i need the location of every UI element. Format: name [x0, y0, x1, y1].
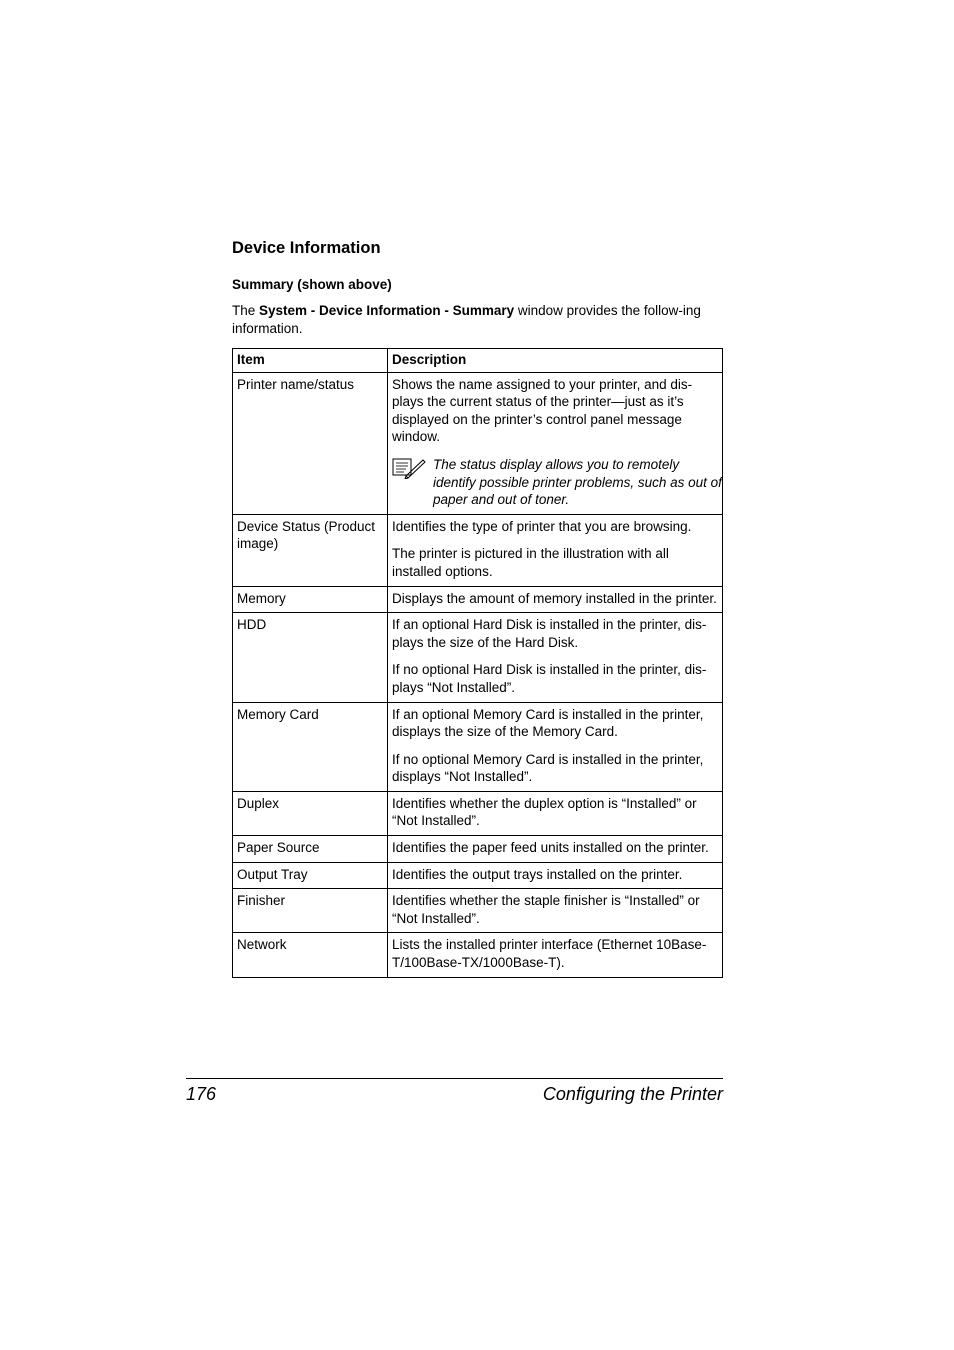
description-text: Lists the installed printer interface (Ethernet 10Base-T/100Base-TX/1000Base-T). [392, 937, 707, 971]
row-description [388, 514, 723, 586]
description-text: Identifies the type of printer that you are browsing. [392, 518, 692, 534]
table-row [233, 613, 723, 702]
row-item: Network [233, 933, 388, 977]
row-description [388, 613, 723, 702]
intro-prefix: The [232, 303, 260, 318]
row-description [388, 836, 723, 863]
page-content [232, 238, 723, 978]
table-row [233, 586, 723, 613]
description-text: If an optional Hard Disk is installed in the printer, dis-plays the size of the Hard Disk. [392, 617, 707, 650]
chapter-title: Configuring the Printer [542, 1084, 723, 1104]
row-description [388, 372, 723, 514]
description-text: Displays the amount of memory installed in the printer. [392, 590, 717, 606]
table-header-row [233, 349, 723, 373]
description-text: If no optional Memory Card is installed in the printer, displays “Not Installed”. [392, 751, 704, 785]
page-number: 176 [186, 1084, 217, 1104]
description-text: If no optional Hard Disk is installed in the printer, dis-plays “Not Installed”. [392, 662, 707, 695]
header-item: Item [233, 349, 388, 373]
note-block [392, 456, 722, 509]
header-description: Description [388, 349, 723, 373]
description-text: The printer is pictured in the illustration with all installed options. [392, 546, 669, 579]
table-row [233, 791, 723, 835]
row-item: Paper Source [233, 836, 388, 863]
table-row [233, 889, 723, 933]
row-description [388, 791, 723, 835]
description-text: Identifies whether the staple finisher is “Installed” or “Not Installed”. [392, 893, 700, 926]
row-description [388, 702, 723, 791]
description-text: Shows the name assigned to your printer, and dis-plays the current status of the printer—just as it’s displayed on the printer’s control panel message window. [392, 376, 693, 445]
row-description [388, 933, 723, 977]
row-item: Output Tray [233, 862, 388, 889]
row-description [388, 586, 723, 613]
table-row [233, 514, 723, 586]
row-description [388, 889, 723, 933]
row-item: Finisher [233, 889, 388, 933]
row-item: Duplex [233, 791, 388, 835]
section-title: Device Information [232, 239, 381, 257]
intro-window-name: System - Device Information - Summary [259, 303, 515, 318]
table-row [233, 702, 723, 791]
row-item: Memory Card [233, 702, 388, 791]
device-info-table [232, 348, 723, 978]
subsection-title: Summary (shown above) [232, 277, 392, 292]
description-text: If an optional Memory Card is installed in the printer, displays the size of the Memory Card. [392, 706, 704, 740]
description-text: Identifies the paper feed units installed on the printer. [392, 840, 709, 856]
row-item: Printer name/status [233, 372, 388, 514]
row-item: HDD [233, 613, 388, 702]
description-text: Identifies the output trays installed on the printer. [392, 866, 683, 882]
row-description [388, 862, 723, 889]
note-pencil-icon [392, 456, 433, 509]
note-text: The status display allows you to remotely identify possible printer problems, such as out of paper and out of toner. [433, 456, 722, 508]
footer-divider [186, 1078, 723, 1079]
table-row [233, 862, 723, 889]
intro-suffix: window provides the follow-ing information. [232, 303, 701, 336]
table-row [233, 372, 723, 514]
intro-paragraph [232, 302, 723, 337]
row-item: Memory [233, 586, 388, 613]
table-row [233, 933, 723, 977]
row-item: Device Status (Product image) [233, 514, 388, 586]
description-text: Identifies whether the duplex option is “Installed” or “Not Installed”. [392, 795, 697, 829]
table-row [233, 836, 723, 863]
